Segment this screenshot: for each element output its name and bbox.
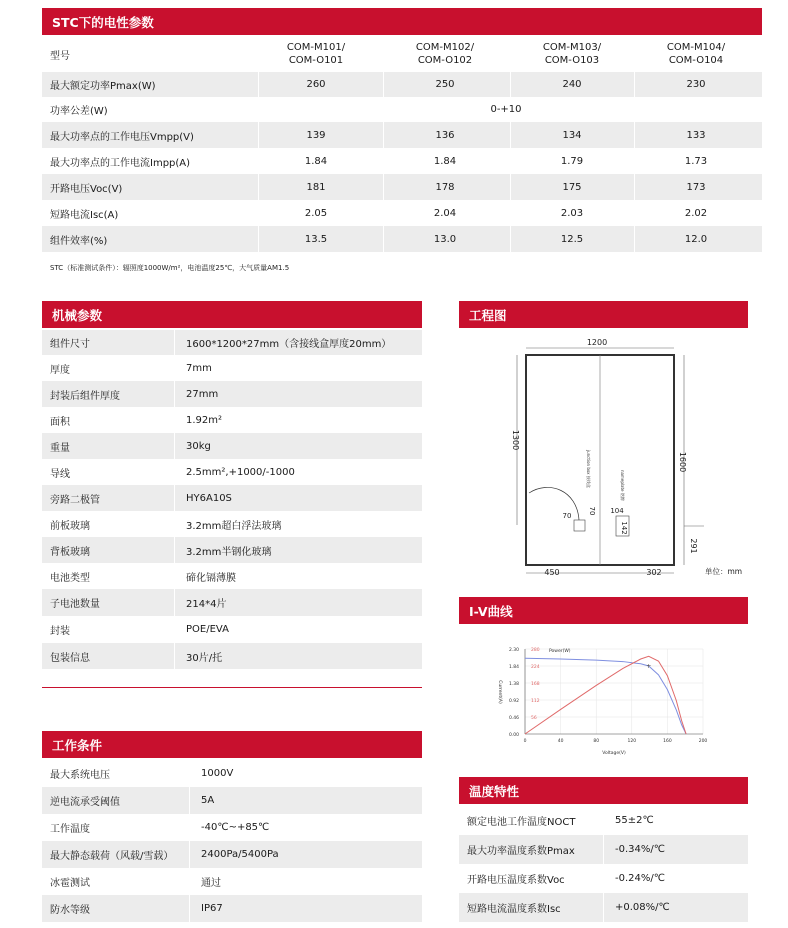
- mechanical-label: 组件尺寸: [50, 339, 90, 350]
- stc-separator: [634, 122, 635, 148]
- work-label: 最大系统电压: [50, 770, 110, 781]
- stc-separator: [258, 226, 259, 252]
- stc-value: 178: [435, 181, 455, 193]
- stc-merged-value: 0-+10: [490, 104, 522, 115]
- stc-value: 12.0: [684, 233, 708, 245]
- stc-separator: [258, 174, 259, 200]
- stc-row: [42, 122, 762, 148]
- work-label: 工作温度: [50, 824, 90, 835]
- dim-104: 104: [610, 507, 624, 515]
- stc-value: 230: [686, 79, 706, 90]
- temperature-label: 额定电池工作温度NOCT: [467, 817, 576, 828]
- mechanical-value: 3.2mm半钢化玻璃: [186, 546, 272, 558]
- mechanical-label: 导线: [50, 468, 70, 480]
- stc-value: 133: [686, 129, 706, 141]
- mechanical-separator: [174, 381, 175, 407]
- temperature-separator: [603, 893, 604, 922]
- mechanical-value: 碲化镉薄膜: [186, 572, 236, 584]
- engineering-drawing: [459, 330, 759, 592]
- temperature-value: 55±2℃: [615, 815, 654, 826]
- stc-value: 13.0: [433, 233, 457, 245]
- dim-70a: 70: [562, 512, 572, 520]
- iv-chart: [459, 630, 748, 770]
- y2-tick-label: 112: [531, 699, 540, 704]
- stc-row-label: 最大额定功率Pmax(W): [50, 81, 156, 92]
- mechanical-value: 30片/托: [186, 652, 223, 664]
- mechanical-label: 封装: [50, 626, 70, 637]
- stc-value: 134: [562, 129, 582, 141]
- stc-separator: [258, 72, 259, 97]
- stc-row: [42, 72, 762, 97]
- x-tick-label: 0: [523, 739, 527, 744]
- temperature-value: -0.24%/℃: [615, 873, 665, 884]
- mechanical-separator: [174, 330, 175, 355]
- mechanical-value: 1.92m²: [186, 414, 223, 426]
- work-separator: [189, 787, 190, 814]
- mpp-marker: +: [646, 663, 652, 670]
- temperature-title: 温度特性: [469, 783, 520, 799]
- stc-row: [42, 174, 762, 200]
- mechanical-value: 7mm: [186, 362, 212, 374]
- mechanical-row: [42, 330, 422, 355]
- work-row: [42, 868, 422, 895]
- stc-value: 1.84: [433, 155, 457, 167]
- stc-separator: [258, 122, 259, 148]
- stc-value: 173: [686, 181, 706, 193]
- y2-tick-label: 280: [531, 648, 540, 653]
- stc-title: STC下的电性参数: [52, 14, 154, 30]
- stc-value: 1.79: [560, 155, 584, 167]
- stc-separator: [510, 122, 511, 148]
- temperature-row: [459, 835, 748, 864]
- mechanical-separator: [174, 589, 175, 616]
- dim-142: 142: [620, 521, 628, 535]
- y2-tick-label: 56: [531, 716, 537, 721]
- work-row: [42, 787, 422, 814]
- stc-row: [42, 97, 762, 122]
- stc-header: [42, 8, 762, 35]
- current-series-line: [525, 658, 686, 734]
- stc-value: 2.04: [433, 207, 457, 219]
- work-value: 通过: [201, 878, 221, 889]
- stc-model-row: [42, 36, 762, 72]
- work-value: 2400Pa/5400Pa: [201, 849, 279, 860]
- mechanical-row: [42, 485, 422, 511]
- work-header: [42, 731, 422, 758]
- cable-arc: [529, 487, 579, 520]
- junction-box: [574, 520, 585, 531]
- x-tick-label: 160: [663, 739, 672, 744]
- stc-row-label: 功率公差(W): [50, 106, 108, 117]
- mechanical-header: [42, 301, 422, 328]
- y-tick-label: 2.30: [508, 648, 519, 653]
- dim-291: 291: [689, 538, 698, 554]
- temperature-row: [459, 864, 748, 893]
- x-tick-label: 80: [593, 739, 600, 744]
- mechanical-value: 27mm: [186, 388, 219, 400]
- stc-value: 240: [562, 79, 582, 90]
- mechanical-label: 背板玻璃: [50, 546, 90, 558]
- stc-separator: [383, 122, 384, 148]
- temperature-label: 最大功率温度系数Pmax: [467, 846, 575, 857]
- stc-separator: [510, 72, 511, 97]
- drawing-header: [459, 301, 748, 328]
- mechanical-label: 面积: [50, 416, 70, 428]
- mechanical-separator: [174, 537, 175, 563]
- stc-value: 136: [435, 129, 455, 141]
- dim-width-top: 1200: [586, 338, 608, 347]
- work-label: 冰雹测试: [50, 878, 90, 889]
- mechanical-row: [42, 381, 422, 407]
- work-label: 最大静态载荷（风载/雪载）: [50, 851, 174, 862]
- temperature-row: [459, 806, 748, 835]
- stc-model-name: COM-M103/ COM-O103: [542, 42, 602, 66]
- mechanical-row: [42, 511, 422, 537]
- y-tick-label: 0.92: [508, 699, 519, 704]
- y-tick-label: 1.38: [508, 682, 519, 687]
- stc-note: STC（标准测试条件）：辐照度1000W/m²，电池温度25℃，大气质量AM1.5: [50, 264, 290, 272]
- work-label: 防水等级: [50, 905, 90, 916]
- iv-title: I-V曲线: [469, 603, 513, 619]
- stc-row-label: 最大功率点的工作电流Impp(A): [50, 157, 191, 169]
- dim-height-right: 1600: [678, 451, 687, 473]
- stc-separator: [383, 72, 384, 97]
- stc-separator: [634, 72, 635, 97]
- stc-value: 181: [306, 181, 326, 193]
- mechanical-label: 厚度: [50, 364, 70, 376]
- mechanical-row: [42, 643, 422, 669]
- mechanical-label: 前板玻璃: [50, 520, 90, 532]
- stc-row-label: 最大功率点的工作电压Vmpp(V): [50, 131, 194, 143]
- y-tick-label: 0.46: [508, 716, 519, 721]
- stc-value: 1.84: [304, 155, 328, 167]
- mechanical-value: 1600*1200*27mm（含接线盒厚度20mm）: [186, 339, 392, 350]
- mechanical-title: 机械参数: [52, 307, 103, 323]
- stc-row: [42, 200, 762, 226]
- work-row: [42, 841, 422, 868]
- iv-header: [459, 597, 748, 624]
- stc-model-name: COM-M101/ COM-O101: [286, 42, 346, 66]
- stc-value: 2.05: [304, 207, 328, 219]
- mechanical-value: 3.2mm超白浮法玻璃: [186, 520, 282, 532]
- stc-value: 2.02: [684, 207, 708, 219]
- mechanical-row: [42, 407, 422, 433]
- stc-value: 139: [306, 129, 326, 141]
- dim-bottom-right: 302: [646, 568, 662, 577]
- work-separator: [189, 841, 190, 868]
- work-row: [42, 814, 422, 841]
- work-value: 1000V: [201, 768, 234, 779]
- work-row: [42, 895, 422, 922]
- temperature-value: -0.34%/℃: [615, 844, 665, 855]
- mechanical-separator: [174, 433, 175, 459]
- unit-label: 单位：mm: [705, 567, 743, 576]
- dim-bottom-left: 450: [544, 568, 560, 577]
- mechanical-label: 封装后组件厚度: [50, 390, 120, 402]
- stc-value: 1.73: [684, 155, 708, 167]
- temperature-separator: [603, 835, 604, 864]
- y-axis-label: Current(A): [497, 680, 502, 704]
- work-label: 逆电流承受阈值: [50, 797, 120, 808]
- stc-value: 250: [435, 79, 455, 90]
- y2-tick-label: 168: [531, 682, 540, 687]
- dim-70b: 70: [588, 506, 596, 516]
- stc-separator: [383, 226, 384, 252]
- work-value: 5A: [201, 795, 215, 806]
- stc-model-name: COM-M102/ COM-O102: [415, 42, 475, 66]
- temperature-label: 短路电流温度系数Isc: [467, 904, 561, 915]
- drawing-title: 工程图: [469, 307, 507, 323]
- work-value: -40℃~+85℃: [201, 822, 270, 833]
- stc-row-label: 组件效率(%): [50, 235, 108, 247]
- stc-separator: [383, 174, 384, 200]
- mechanical-value: 30kg: [186, 440, 211, 452]
- mechanical-bottom-line: [42, 687, 422, 688]
- mechanical-label: 子电池数量: [50, 599, 100, 610]
- mechanical-value: POE/EVA: [186, 624, 229, 635]
- stc-row-label: 短路电流Isc(A): [50, 209, 119, 221]
- mechanical-label: 包装信息: [50, 652, 90, 664]
- mechanical-separator: [174, 485, 175, 511]
- temperature-label: 开路电压温度系数Voc: [467, 875, 565, 886]
- nameplate-label: nameplate 铭牌: [620, 470, 625, 501]
- y2-tick-label: 224: [531, 665, 540, 670]
- temperature-value: +0.08%/℃: [615, 902, 670, 913]
- stc-row: [42, 226, 762, 252]
- stc-separator: [634, 226, 635, 252]
- stc-model-label: 型号: [50, 50, 70, 62]
- mechanical-label: 旁路二极管: [50, 494, 100, 506]
- mechanical-row: [42, 459, 422, 485]
- x-tick-label: 40: [557, 739, 564, 744]
- temperature-row: [459, 893, 748, 922]
- work-value: IP67: [201, 903, 223, 914]
- stc-value: 12.5: [560, 233, 584, 245]
- mechanical-separator: [174, 643, 175, 669]
- stc-value: 2.03: [560, 207, 584, 219]
- x-axis-label: Voltage(V): [602, 751, 626, 756]
- temperature-header: [459, 777, 748, 804]
- x-tick-label: 200: [698, 739, 708, 744]
- stc-value: 13.5: [304, 233, 328, 245]
- stc-separator: [510, 226, 511, 252]
- dim-height-left: 1300: [511, 429, 520, 451]
- mechanical-value: 214*4片: [186, 599, 227, 610]
- stc-separator: [634, 174, 635, 200]
- stc-row-label: 开路电压Voc(V): [50, 183, 123, 195]
- stc-separator: [510, 174, 511, 200]
- mechanical-row: [42, 355, 422, 381]
- x-tick-label: 120: [627, 739, 637, 744]
- stc-row: [42, 148, 762, 174]
- work-row: [42, 760, 422, 787]
- work-title: 工作条件: [52, 737, 103, 753]
- y-tick-label: 0.00: [508, 733, 519, 738]
- stc-value: 260: [306, 79, 326, 90]
- mechanical-row: [42, 589, 422, 616]
- mechanical-label: 电池类型: [50, 572, 90, 584]
- mechanical-row: [42, 563, 422, 589]
- stc-value: 175: [562, 181, 582, 193]
- mechanical-row: [42, 537, 422, 563]
- stc-model-name: COM-M104/ COM-O104: [666, 42, 726, 66]
- mechanical-row: [42, 433, 422, 459]
- mechanical-value: 2.5mm²,+1000/-1000: [186, 466, 295, 478]
- mechanical-value: HY6A10S: [186, 492, 232, 504]
- power-series-line: [525, 656, 686, 734]
- work-separator: [189, 895, 190, 922]
- mechanical-label: 重量: [50, 442, 70, 454]
- junction-label: junction box 接线盒: [586, 450, 591, 488]
- y-tick-label: 1.84: [508, 665, 519, 670]
- legend-label: Power(W): [549, 649, 571, 654]
- mechanical-row: [42, 616, 422, 643]
